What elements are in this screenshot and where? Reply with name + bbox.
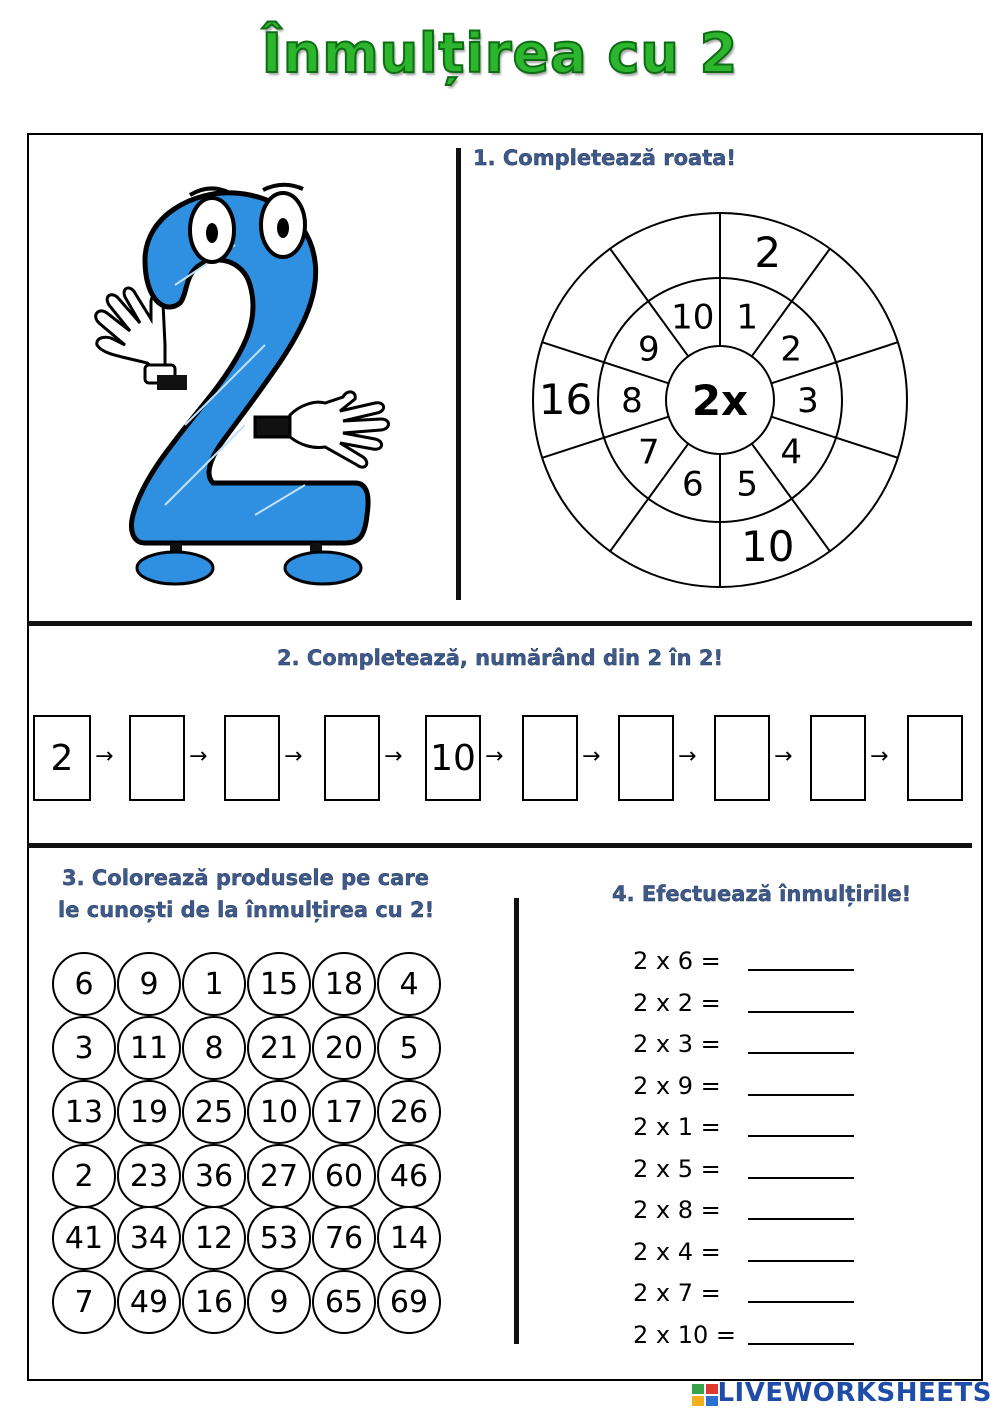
product-circle[interactable]: 11 <box>117 1016 181 1080</box>
sequence-box[interactable] <box>522 715 578 801</box>
product-circle[interactable]: 25 <box>182 1080 246 1144</box>
section3-heading-line2: le cunoști de la înmulțirea cu 2! <box>58 898 435 922</box>
product-circle[interactable]: 36 <box>182 1144 246 1208</box>
left-arm <box>157 375 187 390</box>
product-circle[interactable]: 16 <box>182 1270 246 1334</box>
sequence-box[interactable] <box>129 715 185 801</box>
sequence-box: 2 <box>33 715 91 801</box>
product-circle[interactable]: 1 <box>182 952 246 1016</box>
product-circle[interactable]: 46 <box>377 1144 441 1208</box>
product-circle[interactable]: 9 <box>247 1270 311 1334</box>
product-circle[interactable]: 2 <box>52 1144 116 1208</box>
product-circle[interactable]: 27 <box>247 1144 311 1208</box>
answer-blank[interactable] <box>748 1177 854 1179</box>
arrow-right-icon: → <box>384 744 403 769</box>
product-circle[interactable]: 49 <box>117 1270 181 1334</box>
product-circle[interactable]: 65 <box>312 1270 376 1334</box>
product-circle[interactable]: 21 <box>247 1016 311 1080</box>
arrow-right-icon: → <box>774 744 793 769</box>
answer-blank[interactable] <box>748 1343 854 1345</box>
product-circle[interactable]: 10 <box>247 1080 311 1144</box>
equation-label: 2 x 1 = <box>633 1113 721 1141</box>
section1-heading: 1. Completează roata! <box>473 146 736 170</box>
product-circle[interactable]: 53 <box>247 1206 311 1270</box>
feet-icon <box>137 543 361 584</box>
product-circle[interactable]: 9 <box>117 952 181 1016</box>
wheel-outer-answer[interactable]: 10 <box>741 521 795 571</box>
product-circle[interactable]: 23 <box>117 1144 181 1208</box>
bottom-vertical-divider <box>514 898 519 1344</box>
product-circle[interactable]: 26 <box>377 1080 441 1144</box>
arrow-right-icon: → <box>284 744 303 769</box>
sequence-box[interactable] <box>224 715 280 801</box>
section-divider-1 <box>27 621 972 626</box>
number-two-mascot <box>85 175 405 590</box>
product-circle[interactable]: 18 <box>312 952 376 1016</box>
answer-blank[interactable] <box>748 1094 854 1096</box>
section4-heading: 4. Efectuează înmulțirile! <box>612 882 912 906</box>
wheel-center-label: 2x <box>691 376 749 425</box>
product-circle[interactable]: 6 <box>52 952 116 1016</box>
wheel-inner-number: 9 <box>637 329 660 370</box>
product-circle[interactable]: 41 <box>52 1206 116 1270</box>
equation-label: 2 x 9 = <box>633 1071 721 1100</box>
equation-label: 2 x 7 = <box>633 1279 721 1307</box>
wheel-inner-number: 1 <box>736 297 759 338</box>
product-circle[interactable]: 8 <box>182 1016 246 1080</box>
sequence-box[interactable] <box>907 715 963 801</box>
right-hand-icon <box>255 392 389 467</box>
answer-blank[interactable] <box>748 1011 854 1013</box>
arrow-right-icon: → <box>870 744 889 769</box>
arrow-right-icon: → <box>582 744 601 769</box>
product-circle[interactable]: 7 <box>52 1270 116 1334</box>
equation-label: 2 x 8 = <box>633 1196 721 1224</box>
wheel-inner-number: 2 <box>780 329 803 370</box>
product-circle[interactable]: 14 <box>377 1206 441 1270</box>
wheel-inner-number: 7 <box>637 432 660 473</box>
top-vertical-divider <box>456 148 461 600</box>
multiplication-wheel <box>525 210 915 600</box>
section3-heading-line1: 3. Colorează produsele pe care <box>62 866 429 890</box>
equation-label: 2 x 5 = <box>633 1154 721 1183</box>
product-circle[interactable]: 5 <box>377 1016 441 1080</box>
equation-label: 2 x 3 = <box>633 1030 721 1058</box>
product-circle[interactable]: 15 <box>247 952 311 1016</box>
product-circle[interactable]: 12 <box>182 1206 246 1270</box>
equation-label: 2 x 6 = <box>633 947 721 975</box>
liveworksheets-brand: LIVEWORKSHEETS <box>717 1378 992 1408</box>
wheel-inner-number: 4 <box>780 432 803 473</box>
wheel-inner-number: 6 <box>681 464 704 505</box>
answer-blank[interactable] <box>748 1135 854 1137</box>
sequence-box[interactable] <box>714 715 770 801</box>
product-circle[interactable]: 13 <box>52 1080 116 1144</box>
equation-label: 2 x 2 = <box>633 988 721 1017</box>
arrow-right-icon: → <box>678 744 697 769</box>
answer-blank[interactable] <box>748 1260 854 1262</box>
sequence-box: 10 <box>425 715 481 801</box>
answer-blank[interactable] <box>748 1218 854 1220</box>
wheel-outer-answer[interactable]: 16 <box>538 375 593 424</box>
equation-label: 2 x 10 = <box>633 1320 737 1349</box>
product-circle[interactable]: 3 <box>52 1016 116 1080</box>
product-circle[interactable]: 60 <box>312 1144 376 1208</box>
arrow-right-icon: → <box>95 744 114 769</box>
product-circle[interactable]: 20 <box>312 1016 376 1080</box>
product-circle[interactable]: 69 <box>377 1270 441 1334</box>
wheel-inner-number: 10 <box>671 297 715 338</box>
equation-label: 2 x 4 = <box>633 1237 721 1266</box>
sequence-box[interactable] <box>810 715 866 801</box>
section-divider-2 <box>27 843 972 848</box>
product-circle[interactable]: 19 <box>117 1080 181 1144</box>
product-circle[interactable]: 4 <box>377 952 441 1016</box>
answer-blank[interactable] <box>748 1301 854 1303</box>
arrow-right-icon: → <box>485 744 504 769</box>
section2-heading: 2. Completează, numărând din 2 în 2! <box>276 646 724 670</box>
arrow-right-icon: → <box>189 744 208 769</box>
product-circle[interactable]: 17 <box>312 1080 376 1144</box>
wheel-inner-number: 8 <box>621 381 643 421</box>
wheel-outer-answer[interactable]: 2 <box>754 228 782 278</box>
wheel-inner-number: 5 <box>736 464 759 505</box>
product-circle[interactable]: 76 <box>312 1206 376 1270</box>
sequence-box[interactable] <box>618 715 674 801</box>
answer-blank[interactable] <box>748 1052 854 1054</box>
sequence-box[interactable] <box>324 715 380 801</box>
wheel-inner-number: 3 <box>797 381 819 421</box>
answer-blank[interactable] <box>748 969 854 971</box>
product-circle[interactable]: 34 <box>117 1206 181 1270</box>
page-title: Înmulțirea cu 2 <box>261 22 739 85</box>
